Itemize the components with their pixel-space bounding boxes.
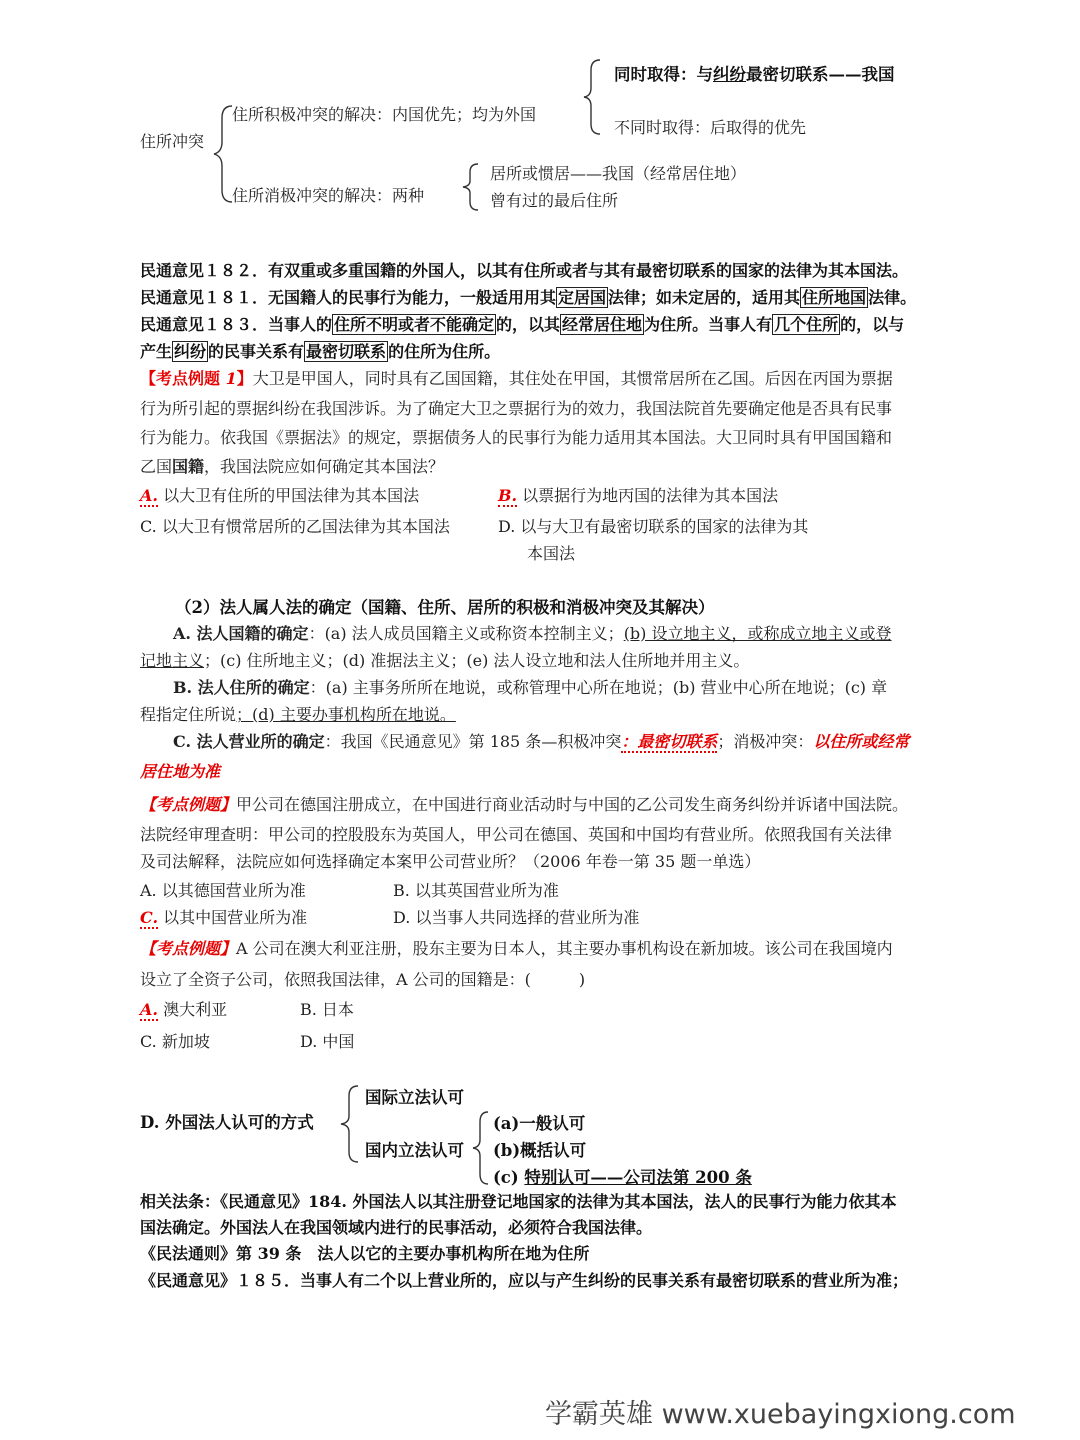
diagram1-positive-brace [582,58,604,136]
diagram1-negative-brace [460,162,482,212]
diagram2-brace [338,1084,362,1164]
example1-line1: 【考点例题 1】大卫是甲国人，同时具有乙国国籍，其住处在甲国，其惯常居所在乙国。后因在丙国为票据 [140,369,893,388]
example1-option-c: C. 以大卫有惯常居所的乙国法律为其本国法 [140,517,450,536]
watermark: 学霸英雄 www.xuebayingxiong.com [545,1399,1016,1430]
section2-a-line2: 记地主义；(c) 住所地主义；(d) 准据法主义；(e) 法人设立地和法人住所地并用主义。 [140,651,750,670]
example3-line2: 设立了全资子公司，依照我国法律，A 公司的国籍是：( ) [140,970,586,989]
rule-182: 民通意见１８２．有双重或多重国籍的外国人，以其有住所或者与其有最密切联系的国家的法律为其本国法。 [140,261,909,280]
example2-option-c: C. 以其中国营业所为准 [140,908,308,927]
example2-line3: 及司法解释，法院应如何选择确定本案甲公司营业所？（2006 年卷一第 35 题一单选） [140,852,761,871]
rule-183-line1: 民通意见１８３．当事人的 住所不明或者不能确定 的，以其 经常居住地 为住所。当事人有 几个住所 的，以与 [140,315,905,334]
example1-line4: 乙国国籍，我国法院应如何确定其本国法？ [140,457,445,476]
diagram2-domestic-brace [470,1110,492,1186]
example3-line1: 【考点例题】A 公司在澳大利亚注册，股东主要为日本人，其主要办事机构设在新加坡。该公司在我国境内 [140,939,893,958]
diagram1-neg-b: 曾有过的最后住所 [490,191,619,210]
example3-option-a: A. 澳大利亚 [140,1000,228,1019]
section2-heading: （2）法人属人法的确定（国籍、住所、居所的积极和消极冲突及其解决） [175,598,715,617]
example2-option-a: A. 以其德国营业所为准 [140,881,306,900]
example1-option-b: B. 以票据行为地丙国的法律为其本国法 [498,486,779,505]
section2-a-line1: A. 法人国籍的确定：(a) 法人成员国籍主义或称资本控制主义；(b) 设立地主义，或称成立地主义或登 [173,624,892,643]
example1-line2: 行为所引起的票据纠纷在我国涉诉。为了确定大卫之票据行为的效力，我国法院首先要确定他是否具有民事 [140,399,893,418]
example1-option-d-cont: 本国法 [527,544,576,563]
example2-line1: 【考点例题】甲公司在德国注册成立，在中国进行商业活动时与中国的乙公司发生商务纠纷并诉诸中国法院。 [140,795,909,814]
law-39: 《民法通则》第 39 条 法人以它的主要办事机构所在地为住所 [140,1244,590,1263]
section2-b-line2: 程指定住所说；(d) 主要办事机构所在地说。 [140,705,456,724]
example3-option-c: C. 新加坡 [140,1032,210,1051]
diagram1-positive: 住所积极冲突的解决：内国优先；均为外国 [232,105,537,124]
diagram1-pos-a: 同时取得：与纠纷最密切联系——我国 [614,65,895,84]
diagram2-option-b: (b)概括认可 [493,1141,587,1160]
example1-option-d: D. 以与大卫有最密切联系的国家的法律为其 [498,517,809,536]
law-184-line2: 国法确定。外国法人在我国领域内进行的民事活动，必须符合我国法律。 [140,1218,653,1237]
example2-option-b: B. 以其英国营业所为准 [393,881,559,900]
diagram2-domestic: 国内立法认可 [365,1141,464,1160]
rule-181: 民通意见１８１．无国籍人的民事行为能力，一般适用用其 定居国 法律；如未定居的，适用其 住所地国 法律。 [140,288,917,307]
diagram1-neg-a: 居所或惯居——我国（经常居住地） [490,164,747,183]
example1-line3: 行为能力。依我国《票据法》的规定，票据债务人的民事行为能力适用其本国法。大卫同时具有甲国国籍和 [140,428,893,447]
example3-option-d: D. 中国 [300,1032,355,1051]
law-185: 《民通意见》１８５．当事人有二个以上营业所的，应以与产生纠纷的民事关系有最密切联系的营业所为准； [140,1271,909,1290]
example2-line2: 法院经审理查明：甲公司的控股股东为英国人，甲公司在德国、英国和中国均有营业所。依照我国有关法律 [140,825,893,844]
section2-b-line1: B. 法人住所的确定：(a) 主事务所所在地说，或称管理中心所在地说；(b) 营业中心所在地说；(c) 章 [173,678,888,697]
law-184-line1: 相关法条：《民通意见》184. 外国法人以其注册登记地国家的法律为其本国法，法人的民事行为能力依其本 [140,1192,897,1211]
example1-option-a: A. 以大卫有住所的甲国法律为其本国法 [140,486,420,505]
section2-c-line1: C. 法人营业所的确定：我国《民通意见》第 185 条—积极冲突：最密切联系；消极冲突：以住所或经常 [173,732,910,751]
example2-option-d: D. 以当事人共同选择的营业所为准 [393,908,640,927]
diagram2-option-a: (a)一般认可 [493,1114,586,1133]
diagram2-international: 国际立法认可 [365,1088,464,1107]
diagram1-root: 住所冲突 [140,132,205,151]
diagram1-negative: 住所消极冲突的解决：两种 [232,186,425,205]
rule-183-line2: 产生 纠纷 的民事关系有 最密切联系 的住所为住所。 [140,342,501,361]
diagram2-root: D. 外国法人认可的方式 [140,1113,314,1132]
example3-option-b: B. 日本 [300,1000,354,1019]
diagram2-option-c: (c) 特别认可——公司法第 200 条 [493,1168,752,1187]
section2-c-line2: 居住地为准 [140,762,221,781]
diagram1-pos-b: 不同时取得：后取得的优先 [614,118,807,137]
